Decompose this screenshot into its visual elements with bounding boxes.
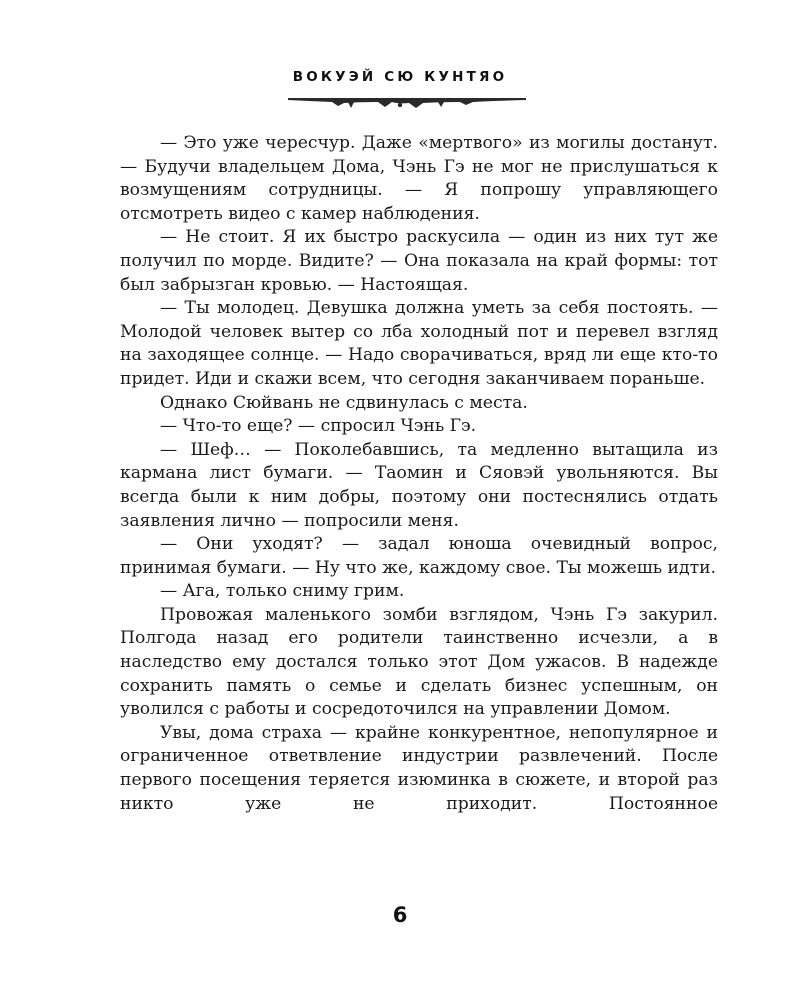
running-header [0,66,800,85]
paragraph: — Шеф… — Поколебавшись, та медленно вытащила из кармана лист бумаги. — Таомин и Сяовэй увольняются. Вы всегда были к ним добры, поэтому они постеснялись отдать заявления лично — попросили меня. [120,439,718,531]
paragraph: — Это уже чересчур. Даже «мертвого» из могилы достанут. — Будучи владельцем Дома, Чэнь Гэ не мог не прислушаться к возмущениям сотрудницы. — Я попрошу управляющего отсмотреть видео с камер наблюдения. [120,133,718,224]
paragraph: — Не стоит. Я их быстро раскусила — один из них тут же получил по морде. Видите? — Она показала на край формы: тот был забрызган кровью. — Настоящая. [120,227,718,295]
paragraph: — Ага, только сниму грим. [160,581,405,602]
body-text [120,132,718,816]
paragraph: — Они уходят? — задал юноша очевидный вопрос, принимая бумаги. — Ну что же, каждому свое. Ты можешь идти. [120,534,718,578]
paragraph: Провожая маленького зомби взглядом, Чэнь Гэ закурил. Полгода назад его родители таинственно исчезли, а в наследство ему достался только этот Дом ужасов. В надежде сохранить память о семье и сделать бизнес успешным, он уволился с работы и сосредоточился на управлении Домом. [120,604,718,720]
paragraph: — Ты молодец. Девушка должна уметь за себя постоять. — Молодой человек вытер со лба холодный пот и перевел взгляд на заходящее солнце. — Надо сворачиваться, вряд ли еще кто-то придет. Иди и скажи всем, что сегодня заканчиваем пораньше. [120,298,718,389]
header-ornament [288,96,526,110]
paragraph: — Что-то еще? — спросил Чэнь Гэ. [160,416,477,437]
paragraph: Однако Сюйвань не сдвинулась с места. [160,392,528,413]
running-title: ВОКУЭЙ СЮ КУНТЯО [292,69,508,85]
page-number: 6 [392,903,408,927]
paragraph: Увы, дома страха — крайне конкурентное, непопулярное и ограниченное ответвление индустрии развлечений. После первого посещения теряется изюминка в сюжете, и второй раз никто уже не приходит. Постоянное [120,722,718,814]
